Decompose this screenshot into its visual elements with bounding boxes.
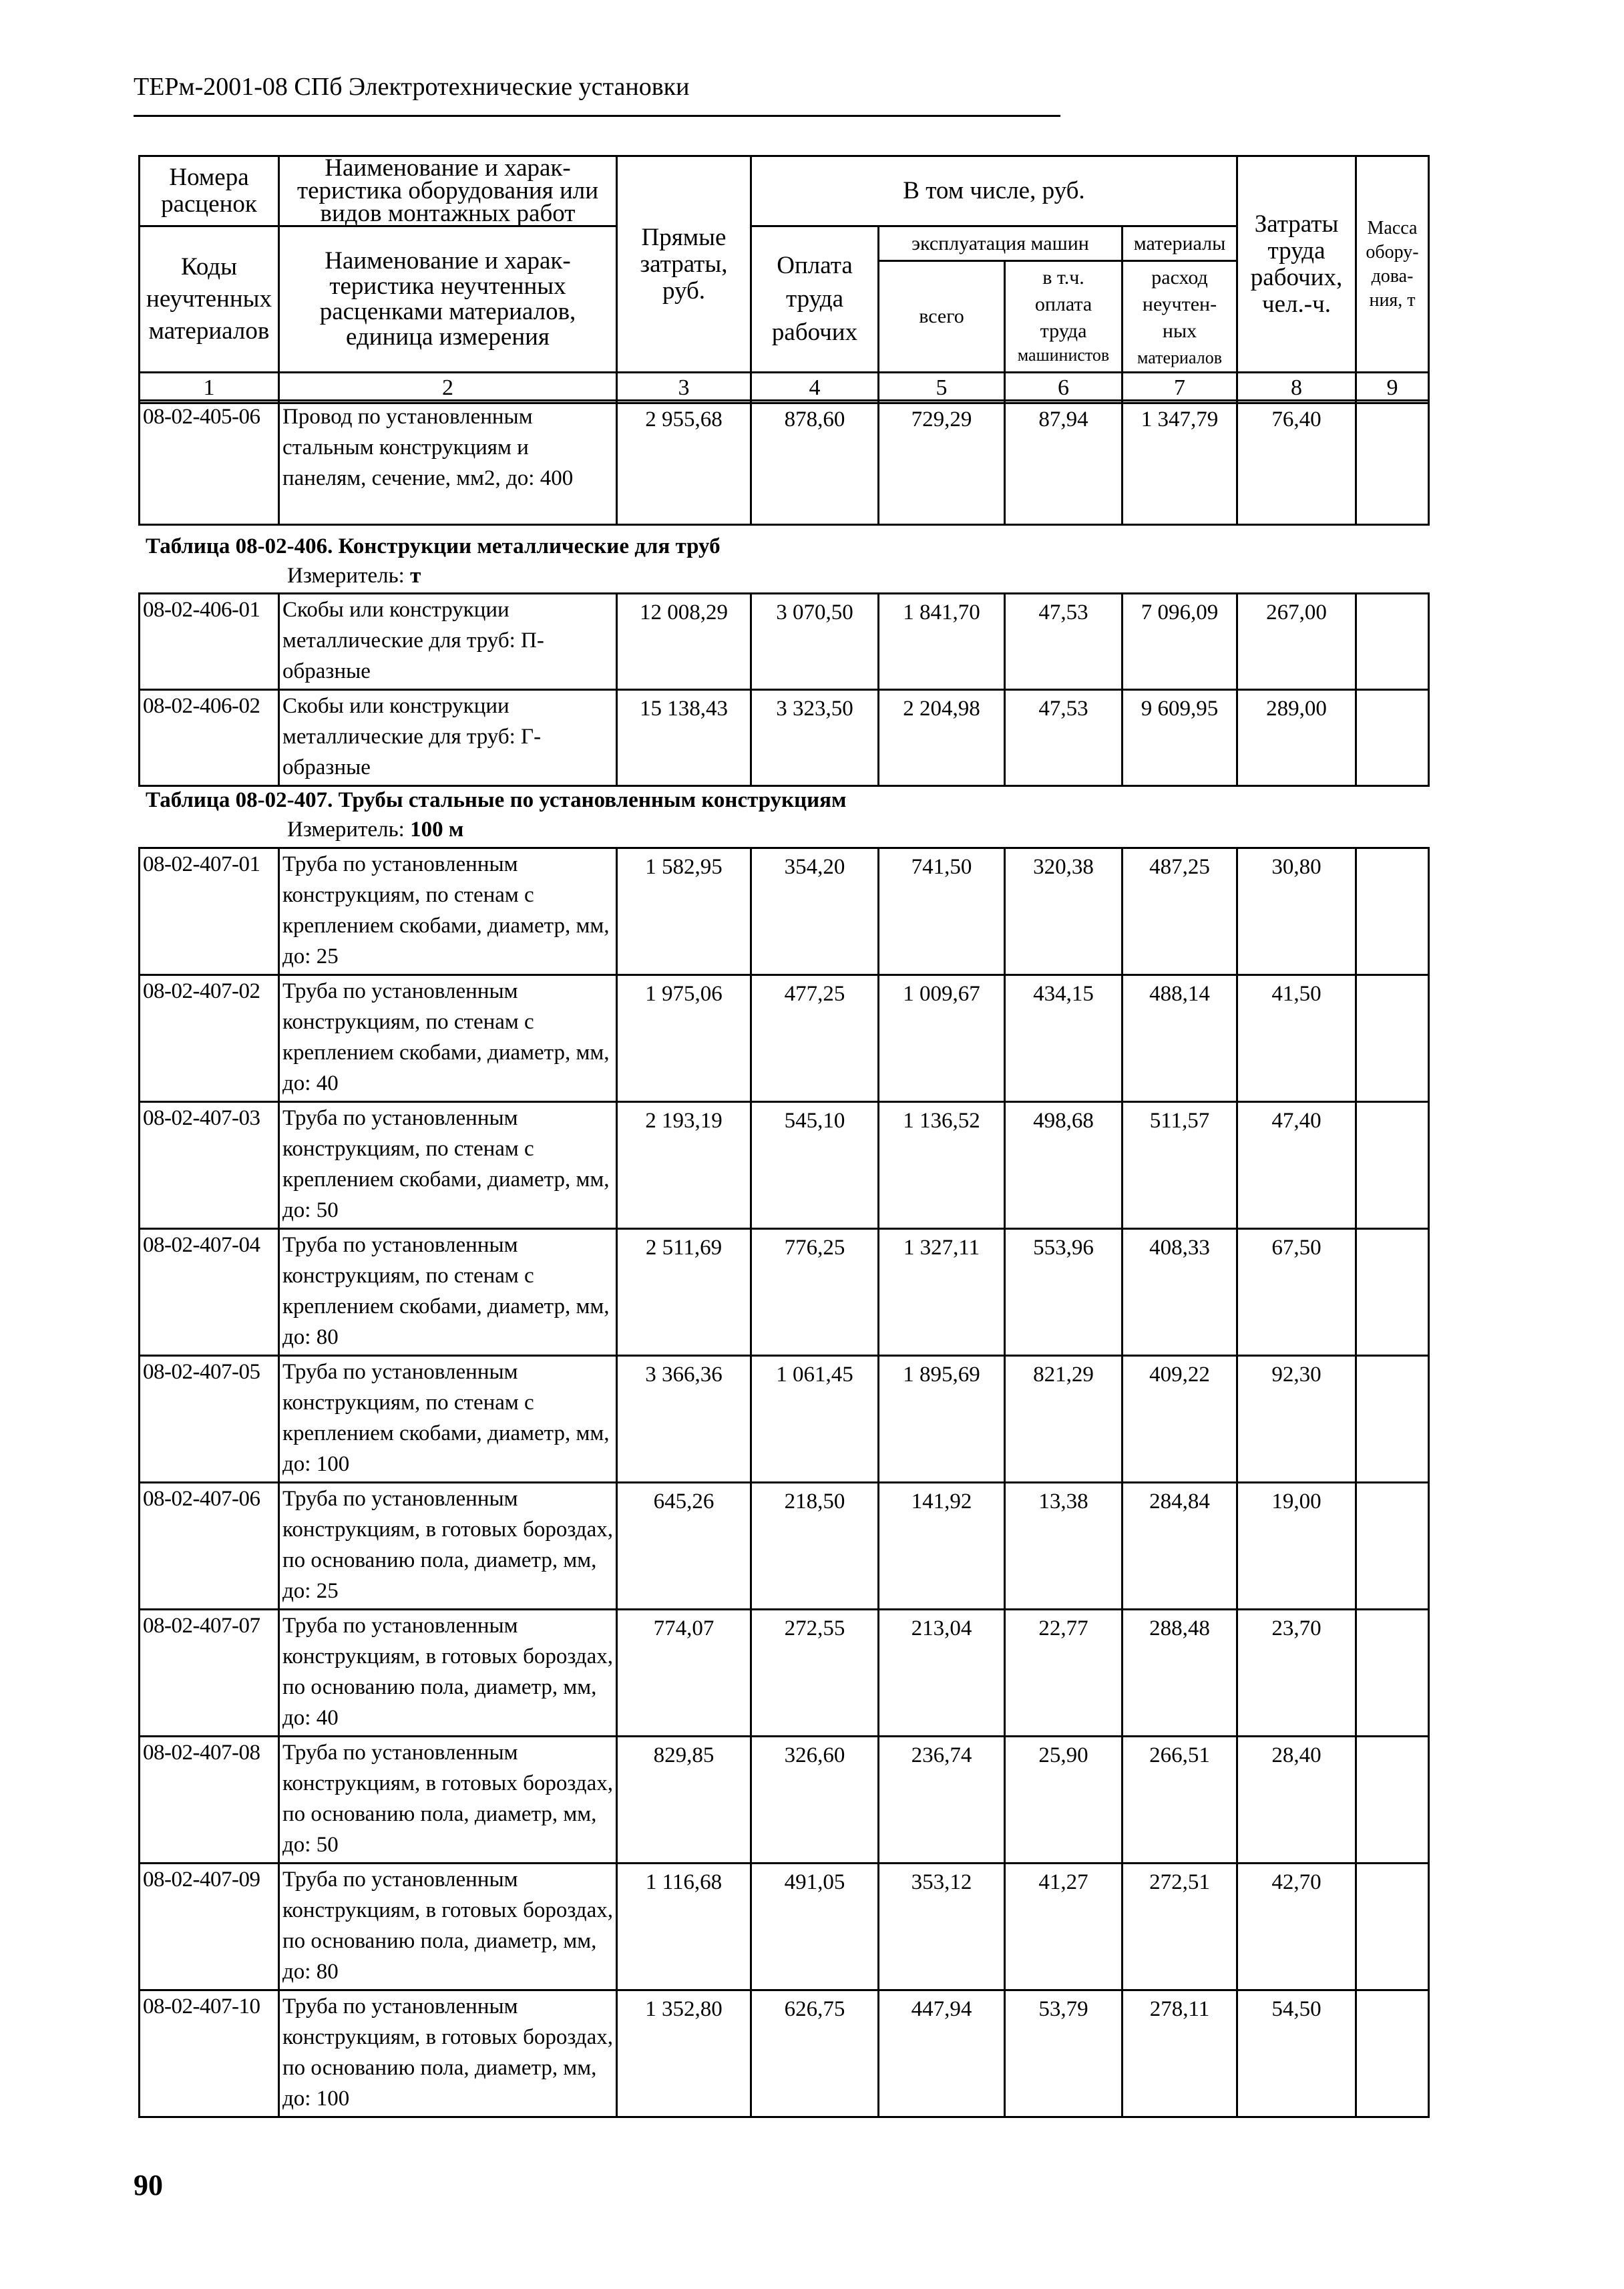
row-labor-cost: 491,05: [751, 1864, 879, 1990]
row-labor-hours: 76,40: [1237, 401, 1356, 525]
row-machine-cost: 741,50: [879, 848, 1005, 975]
row-machine-labor-cost: 320,38: [1005, 848, 1123, 975]
row-labor-cost: 878,60: [751, 401, 879, 525]
table-406-title: Таблица 08-02-406. Конструкции металлические для труб: [146, 534, 721, 558]
row-material-cost: 266,51: [1123, 1737, 1237, 1864]
running-header: ТЕРм-2001-08 СПб Электротехнические установки: [134, 73, 690, 101]
row-labor-cost: 477,25: [751, 975, 879, 1102]
row-labor-hours: 47,40: [1237, 1102, 1356, 1229]
row-equipment-mass: [1356, 975, 1429, 1102]
row-labor-cost: 326,60: [751, 1737, 879, 1864]
row-direct-cost: 1 352,80: [617, 1990, 751, 2117]
row-labor-hours: 267,00: [1237, 594, 1356, 690]
row-name: Труба по установленным конструкциям, в готовых бороздах, по основанию пола, диаметр, мм, до: 80: [279, 1864, 617, 1990]
row-material-cost: 278,11: [1123, 1990, 1237, 2117]
col-mass-line3: дова-: [1371, 265, 1414, 287]
table-405: [138, 399, 1430, 526]
row-name: Труба по установленным конструкциям, по стенам с креплением скобами, диаметр, мм, до: 40: [279, 975, 617, 1102]
row-material-cost: 9 609,95: [1123, 690, 1237, 786]
row-machine-cost: 1 136,52: [879, 1102, 1005, 1229]
table-row: [140, 1483, 1429, 1610]
row-machine-cost: 1 895,69: [879, 1356, 1005, 1483]
row-material-cost: 284,84: [1123, 1483, 1237, 1610]
col-hours-line4: чел.-ч.: [1262, 290, 1331, 318]
col-labor-line1: Оплата: [777, 252, 853, 279]
col-direct-line1: Прямые: [641, 223, 727, 251]
row-direct-cost: 2 511,69: [617, 1229, 751, 1356]
page-number: 90: [134, 2169, 163, 2202]
col-mass-line1: Масса: [1367, 217, 1418, 238]
row-name: Труба по установленным конструкциям, в готовых бороздах, по основанию пола, диаметр, мм, до: 25: [279, 1483, 617, 1610]
row-equipment-mass: [1356, 1990, 1429, 2117]
row-material-cost: 511,57: [1123, 1102, 1237, 1229]
col-direct-line2: затраты,: [640, 250, 728, 278]
row-material-cost: 487,25: [1123, 848, 1237, 975]
col-mach-labor-line2: оплата: [1034, 293, 1092, 315]
table-row: [140, 401, 1429, 525]
row-labor-hours: 289,00: [1237, 690, 1356, 786]
row-direct-cost: 12 008,29: [617, 594, 751, 690]
col-mass-line4: ния, т: [1369, 289, 1416, 311]
col-number-5: 5: [879, 373, 1005, 403]
row-code: 08-02-407-05: [140, 1356, 279, 1483]
row-name: Труба по установленным конструкциям, в готовых бороздах, по основанию пола, диаметр, мм, до: 40: [279, 1610, 617, 1737]
row-name: Труба по установленным конструкциям, по стенам с креплением скобами, диаметр, мм, до: 80: [279, 1229, 617, 1356]
col-machines-header: эксплуатация машин: [879, 226, 1123, 261]
col-number-4: 4: [751, 373, 879, 403]
row-direct-cost: 645,26: [617, 1483, 751, 1610]
row-machine-labor-cost: 47,53: [1005, 594, 1123, 690]
row-labor-hours: 30,80: [1237, 848, 1356, 975]
row-direct-cost: 3 366,36: [617, 1356, 751, 1483]
col-mat-line3: ных: [1162, 320, 1197, 342]
row-equipment-mass: [1356, 690, 1429, 786]
col-mat-header: [1123, 261, 1237, 373]
col-code-header: [140, 156, 279, 226]
row-material-cost: 272,51: [1123, 1864, 1237, 1990]
col-mach-labor-header: [1005, 261, 1123, 373]
unit-value: т: [410, 564, 421, 588]
row-material-cost: 288,48: [1123, 1610, 1237, 1737]
row-machine-cost: 213,04: [879, 1610, 1005, 1737]
table-row: [140, 1356, 1429, 1483]
col-group-header: В том числе, руб.: [751, 156, 1237, 226]
col-mat-line1: расход: [1151, 267, 1208, 289]
row-direct-cost: 2 955,68: [617, 401, 751, 525]
table-row: [140, 848, 1429, 975]
row-machine-labor-cost: 53,79: [1005, 1990, 1123, 2117]
row-machine-labor-cost: 47,53: [1005, 690, 1123, 786]
col-hours-line1: Затраты: [1254, 210, 1339, 238]
unit-value: 100 м: [410, 818, 464, 842]
row-code: 08-02-407-09: [140, 1864, 279, 1990]
row-labor-hours: 67,50: [1237, 1229, 1356, 1356]
row-labor-hours: 28,40: [1237, 1737, 1356, 1864]
row-equipment-mass: [1356, 1356, 1429, 1483]
row-machine-cost: 729,29: [879, 401, 1005, 525]
table-row: [140, 1229, 1429, 1356]
col-hours-header: [1237, 156, 1356, 373]
row-labor-cost: 218,50: [751, 1483, 879, 1610]
col-labor-line3: рабочих: [771, 319, 858, 346]
row-labor-cost: 545,10: [751, 1102, 879, 1229]
unit-label: Измеритель:: [287, 564, 411, 588]
col-name-header: [279, 156, 617, 226]
row-machine-labor-cost: 25,90: [1005, 1737, 1123, 1864]
row-equipment-mass: [1356, 1864, 1429, 1990]
unit-label: Измеритель:: [287, 818, 411, 842]
col-code-header-line2: расценок: [161, 190, 257, 218]
row-name: Труба по установленным конструкциям, в готовых бороздах, по основанию пола, диаметр, мм, до: 100: [279, 1990, 617, 2117]
row-labor-hours: 54,50: [1237, 1990, 1356, 2117]
row-labor-hours: 19,00: [1237, 1483, 1356, 1610]
col-number-1: 1: [140, 373, 279, 403]
row-labor-cost: 776,25: [751, 1229, 879, 1356]
row-machine-cost: 141,92: [879, 1483, 1005, 1610]
col-name2-line2: теристика неучтенных: [329, 273, 566, 300]
row-code: 08-02-407-07: [140, 1610, 279, 1737]
row-machine-labor-cost: 13,38: [1005, 1483, 1123, 1610]
row-code: 08-02-407-06: [140, 1483, 279, 1610]
row-machine-labor-cost: 22,77: [1005, 1610, 1123, 1737]
col-mat-line2: неучтен-: [1142, 293, 1217, 315]
row-equipment-mass: [1356, 1102, 1429, 1229]
row-machine-labor-cost: 498,68: [1005, 1102, 1123, 1229]
col-code2-line2: неучтенных: [146, 285, 272, 313]
row-name: Провод по установленным стальным конструкциям и панелям, сечение, мм2, до: 400: [279, 401, 617, 525]
row-machine-labor-cost: 87,94: [1005, 401, 1123, 525]
col-name2-line3: расценками материалов,: [319, 298, 576, 325]
col-mass-header: [1356, 156, 1429, 373]
row-labor-cost: 3 323,50: [751, 690, 879, 786]
col-code-header-line1: Номера: [169, 164, 249, 191]
table-row: [140, 1610, 1429, 1737]
row-direct-cost: 1 582,95: [617, 848, 751, 975]
row-labor-cost: 272,55: [751, 1610, 879, 1737]
row-direct-cost: 829,85: [617, 1737, 751, 1864]
row-code: 08-02-405-06: [140, 401, 279, 525]
col-code-header-2: [140, 226, 279, 373]
col-number-2: 2: [279, 373, 617, 403]
col-number-8: 8: [1237, 373, 1356, 403]
col-mass-line2: обору-: [1366, 241, 1419, 262]
table-row: [140, 690, 1429, 786]
col-name-header-line3: видов монтажных работ: [320, 200, 576, 227]
col-mach-labor-line1: в т.ч.: [1042, 267, 1084, 289]
col-direct-header: [617, 156, 751, 373]
col-number-7: 7: [1123, 373, 1237, 403]
col-labor-header: [751, 226, 879, 373]
table-407: [138, 847, 1430, 2118]
row-machine-labor-cost: 553,96: [1005, 1229, 1123, 1356]
table-row: [140, 1737, 1429, 1864]
col-name-header-2: [279, 226, 617, 373]
row-material-cost: 1 347,79: [1123, 401, 1237, 525]
table-406: [138, 592, 1430, 787]
row-direct-cost: 1 975,06: [617, 975, 751, 1102]
table-row: [140, 1102, 1429, 1229]
row-code: 08-02-407-02: [140, 975, 279, 1102]
row-equipment-mass: [1356, 1610, 1429, 1737]
col-number-6: 6: [1005, 373, 1123, 403]
row-equipment-mass: [1356, 594, 1429, 690]
table-row: [140, 975, 1429, 1102]
row-machine-cost: 1 841,70: [879, 594, 1005, 690]
table-407-title: Таблица 08-02-407. Трубы стальные по установленным конструкциям: [146, 788, 847, 812]
row-equipment-mass: [1356, 1483, 1429, 1610]
row-machine-labor-cost: 821,29: [1005, 1356, 1123, 1483]
row-name: Труба по установленным конструкциям, по стенам с креплением скобами, диаметр, мм, до: 50: [279, 1102, 617, 1229]
row-direct-cost: 1 116,68: [617, 1864, 751, 1990]
col-name-header-line2: теристика оборудования или: [296, 177, 599, 204]
column-header-table: [138, 155, 1430, 404]
row-direct-cost: 15 138,43: [617, 690, 751, 786]
row-equipment-mass: [1356, 401, 1429, 525]
row-name: Скобы или конструкции металлические для труб: П-образные: [279, 594, 617, 690]
col-materials-header: материалы: [1123, 226, 1237, 261]
col-code2-line1: Коды: [181, 253, 237, 281]
col-hours-line3: рабочих,: [1250, 263, 1343, 291]
col-mach-total-header: всего: [879, 261, 1005, 373]
row-machine-cost: 236,74: [879, 1737, 1005, 1864]
row-code: 08-02-407-01: [140, 848, 279, 975]
col-hours-line2: труда: [1267, 236, 1326, 265]
table-row: [140, 1864, 1429, 1990]
col-mat-line4: материалов: [1137, 348, 1222, 367]
row-name: Труба по установленным конструкциям, по стенам с креплением скобами, диаметр, мм, до: 25: [279, 848, 617, 975]
row-name: Труба по установленным конструкциям, по стенам с креплением скобами, диаметр, мм, до: 100: [279, 1356, 617, 1483]
row-material-cost: 409,22: [1123, 1356, 1237, 1483]
row-code: 08-02-406-01: [140, 594, 279, 690]
col-direct-line3: руб.: [662, 277, 706, 305]
row-material-cost: 488,14: [1123, 975, 1237, 1102]
col-code2-line3: материалов: [148, 317, 270, 345]
row-equipment-mass: [1356, 848, 1429, 975]
col-mach-labor-line4: машинистов: [1017, 345, 1110, 365]
table-row: [140, 594, 1429, 690]
col-name2-line1: Наименование и харак-: [325, 247, 571, 275]
col-labor-line2: труда: [785, 285, 844, 313]
row-code: 08-02-407-08: [140, 1737, 279, 1864]
row-labor-cost: 354,20: [751, 848, 879, 975]
col-number-9: 9: [1356, 373, 1429, 403]
col-mach-labor-line3: труда: [1040, 320, 1087, 342]
row-labor-hours: 92,30: [1237, 1356, 1356, 1483]
row-name: Труба по установленным конструкциям, в готовых бороздах, по основанию пола, диаметр, мм, до: 50: [279, 1737, 617, 1864]
row-labor-hours: 41,50: [1237, 975, 1356, 1102]
row-machine-cost: 1 009,67: [879, 975, 1005, 1102]
row-name: Скобы или конструкции металлические для труб: Г-образные: [279, 690, 617, 786]
row-equipment-mass: [1356, 1229, 1429, 1356]
row-direct-cost: 2 193,19: [617, 1102, 751, 1229]
row-machine-labor-cost: 41,27: [1005, 1864, 1123, 1990]
row-labor-hours: 42,70: [1237, 1864, 1356, 1990]
table-407-unit: [287, 818, 463, 842]
header-rule: [134, 115, 1060, 117]
row-machine-cost: 2 204,98: [879, 690, 1005, 786]
row-code: 08-02-406-02: [140, 690, 279, 786]
row-labor-hours: 23,70: [1237, 1610, 1356, 1737]
row-direct-cost: 774,07: [617, 1610, 751, 1737]
row-machine-cost: 1 327,11: [879, 1229, 1005, 1356]
col-name-header-line1: Наименование и харак-: [325, 154, 571, 182]
col-number-3: 3: [617, 373, 751, 403]
row-labor-cost: 626,75: [751, 1990, 879, 2117]
table-406-unit: [287, 564, 421, 588]
row-material-cost: 408,33: [1123, 1229, 1237, 1356]
col-name2-line4: единица измерения: [346, 323, 550, 351]
row-material-cost: 7 096,09: [1123, 594, 1237, 690]
row-code: 08-02-407-10: [140, 1990, 279, 2117]
table-row: [140, 1990, 1429, 2117]
row-machine-cost: 353,12: [879, 1864, 1005, 1990]
row-labor-cost: 1 061,45: [751, 1356, 879, 1483]
row-machine-labor-cost: 434,15: [1005, 975, 1123, 1102]
row-machine-cost: 447,94: [879, 1990, 1005, 2117]
row-code: 08-02-407-04: [140, 1229, 279, 1356]
row-equipment-mass: [1356, 1737, 1429, 1864]
row-code: 08-02-407-03: [140, 1102, 279, 1229]
row-labor-cost: 3 070,50: [751, 594, 879, 690]
